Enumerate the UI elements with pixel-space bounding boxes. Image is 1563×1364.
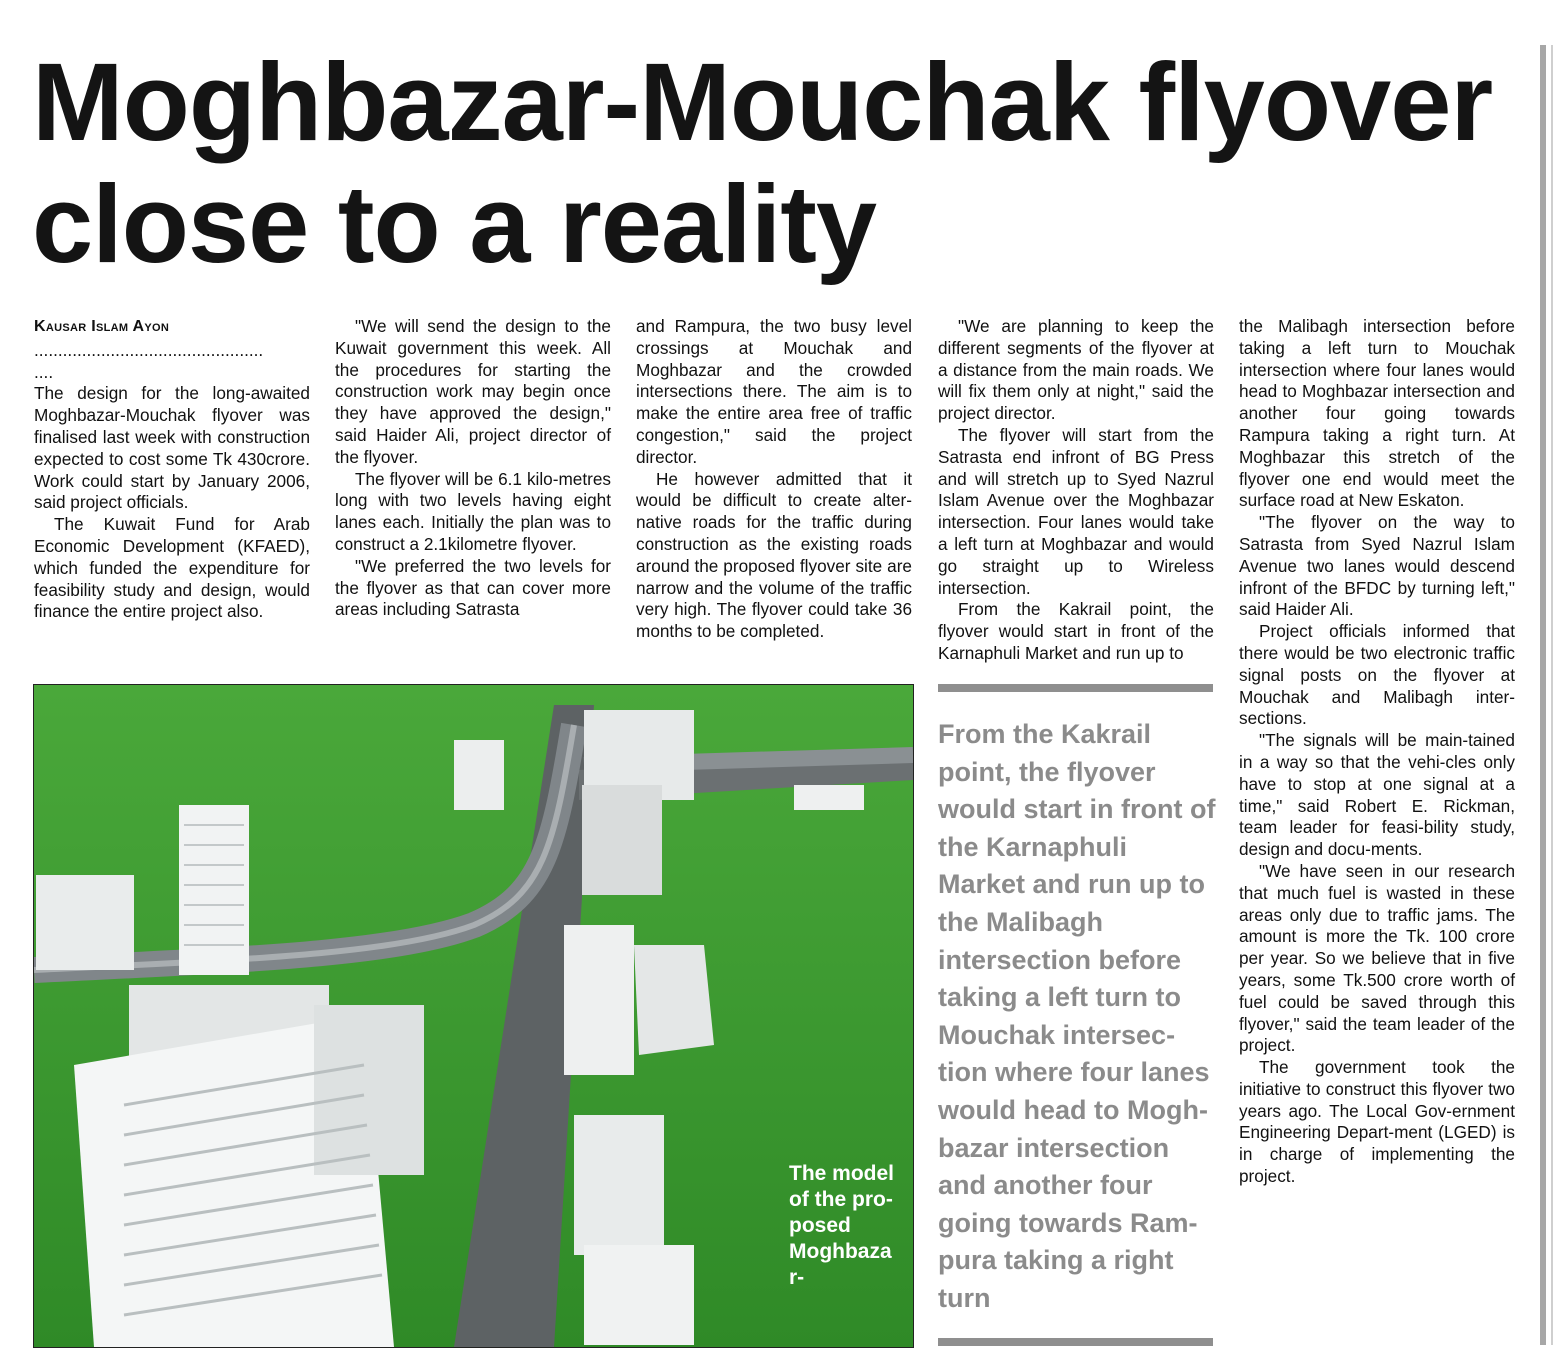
paragraph: "We will send the design to the Kuwait government this week. All the procedures for starting the construction work may begin once they have approved the design," said Haider Ali, project director of the flyover. <box>335 316 611 467</box>
text-column-5 <box>1239 316 1515 1188</box>
headline-line-1: Moghbazar-Mouchak flyover <box>32 41 1493 164</box>
image-caption: The model of the pro-posed Moghbaza r- <box>789 1162 895 1289</box>
building <box>314 1005 424 1175</box>
model-render <box>34 685 913 1347</box>
column-rule <box>1540 45 1546 1345</box>
building <box>179 805 249 975</box>
paragraph: "We have seen in our research that much fuel is wasted in these areas only due to traffic jams. The amount is more the Tk. 100 crore per year. So we believe that in five years, some Tk.500 crore worth of fuel could be saved through this flyover," said the team leader of the project. <box>1239 860 1515 1056</box>
building <box>36 875 134 970</box>
paragraph: He however admitted that it would be difficult to create alter-native roads for the traffic during construction as the existing roads around the proposed flyover site are narrow and the volume of the traffic very high. The flyover could take 36 months to be completed. <box>636 468 912 642</box>
building <box>454 740 504 810</box>
building <box>794 785 864 810</box>
building <box>584 1245 694 1345</box>
text-column-4 <box>938 316 1214 665</box>
pullquote-rule-bottom <box>938 1338 1213 1346</box>
text-column-3 <box>636 316 912 643</box>
paragraph: From the Kakrail point, the flyover would start in front of the Karnaphuli Market and run up to <box>938 599 1214 663</box>
text-column-1 <box>34 316 310 623</box>
pullquote-rule-top <box>938 684 1213 692</box>
flyover-model-image <box>33 684 914 1348</box>
paragraph: and Rampura, the two busy level crossings at Mouchak and Moghbazar and the crowded intersections there. The aim is to make the entire area free of traffic congestion," said the project director. <box>636 316 912 467</box>
building <box>564 925 634 1075</box>
text-column-2 <box>335 316 611 621</box>
building <box>634 945 714 1055</box>
byline-dots-2: .... <box>34 361 54 382</box>
paragraph: "We preferred the two levels for the flyover as that can cover more areas including Satrasta <box>335 555 611 620</box>
paragraph: "We are planning to keep the different segments of the flyover at a distance from the main roads. We will fix them only at night," said the project director. <box>938 316 1214 424</box>
byline: Kausar Islam Ayon <box>34 318 170 335</box>
pullquote: From the Kakrail point, the flyover would start in front of the Karnaphuli Market and run up to the Malibagh intersection before taking a left turn to Mouchak intersec-tion where four lanes would head to Mogh-bazar intersection and another four going towards Ram-pura taking a right turn <box>938 719 1216 1313</box>
paragraph: "The flyover on the way to Satrasta from Syed Nazrul Islam Avenue two lanes would descend infront of the BFDC by turning left," said Haider Ali. <box>1239 512 1515 620</box>
building <box>574 1115 664 1255</box>
column-rule-thin <box>1551 45 1553 1345</box>
byline-dots: ................................................ <box>34 339 264 360</box>
paragraph: The Kuwait Fund for Arab Economic Development (KFAED), which funded the expenditure for feasibility study and design, would finance the entire project also. <box>34 514 310 622</box>
building <box>582 785 662 895</box>
paragraph: The flyover will be 6.1 kilo-metres long with two levels having eight lanes each. Initially the plan was to construct a 2.1kilometre flyover. <box>335 468 611 554</box>
paragraph: The flyover will start from the Satrasta end infront of BG Press and will stretch up to Syed Nazrul Islam Avenue over the Moghbazar intersection. Four lanes would take a left turn at Moghbazar and would go straight up to Wireless intersection. <box>938 424 1214 598</box>
paragraph: Project officials informed that there would be two electronic traffic signal posts on the flyover at Mouchak and Malibagh inter-sections. <box>1239 621 1515 729</box>
paragraph: The government took the initiative to construct this flyover two years ago. The Local Gov-ernment Engineering Depart-ment (LGED) is in charge of implementing the project. <box>1239 1057 1515 1187</box>
headline-line-2: close to a reality <box>32 163 877 286</box>
paragraph: "The signals will be main-tained in a way so that the vehi-cles only have to stop at one signal at a time," said Robert E. Rickman, team leader for feasi-bility study, design and docu-ments. <box>1239 730 1515 860</box>
paragraph: The design for the long-awaited Moghbazar-Mouchak flyover was finalised last week with construction expected to cost some Tk 430crore. Work could start by January 2006, said project officials. <box>34 383 310 513</box>
paragraph: the Malibagh intersection before taking a left turn to Mouchak intersection where four lanes would head to Moghbazar intersection and another four going towards Rampura taking a right turn. At Moghbazar this stretch of the flyover one end would meet the surface road at New Eskaton. <box>1239 316 1515 511</box>
headline <box>32 42 1542 286</box>
